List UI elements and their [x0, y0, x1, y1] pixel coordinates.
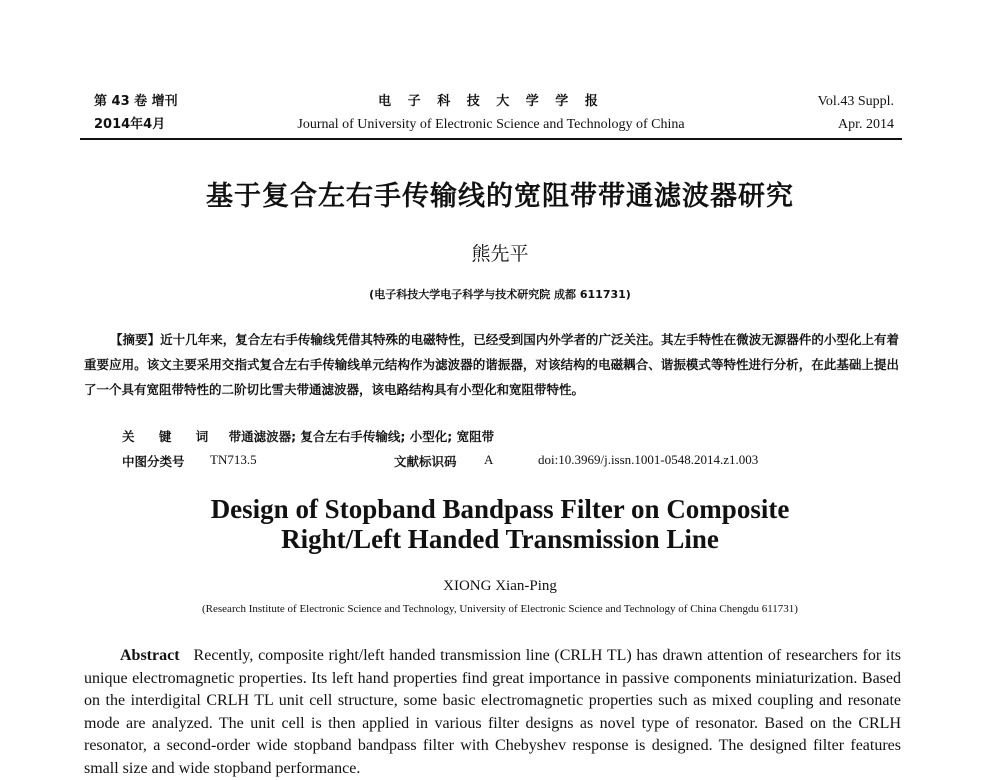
author-en: XIONG Xian-Ping: [443, 578, 557, 594]
doi[interactable]: doi:10.3969/j.issn.1001-0548.2014.z1.003: [538, 452, 759, 467]
date-en: Apr. 2014: [838, 117, 894, 132]
abstract-en: [84, 645, 901, 780]
paper-title-cn: 基于复合左右手传输线的宽阻带带通滤波器研究: [206, 181, 794, 212]
journal-header: [80, 92, 902, 136]
affiliation-en: (Research Institute of Electronic Science and Technology, University of Electronic Science and Technology of China Chengdu 611731): [202, 603, 798, 615]
keywords-label-cn: 关 键 词: [122, 429, 219, 444]
author-cn: 熊先平: [471, 243, 529, 265]
header-rule: [80, 138, 902, 140]
keywords-text-cn: 带通滤波器; 复合左右手传输线; 小型化; 宽阻带: [228, 429, 495, 444]
doc-code-value: A: [484, 452, 494, 467]
volume-en: Vol.43 Suppl.: [817, 94, 894, 109]
abstract-label-cn: 【摘要】: [110, 332, 161, 347]
paper-title-en-line2: Right/Left Handed Transmission Line: [281, 524, 719, 554]
doc-code-label: 文献标识码: [394, 454, 457, 469]
clc-label: 中图分类号: [122, 454, 185, 469]
affiliation-cn: (电子科技大学电子科学与技术研究院 成都 611731): [369, 288, 631, 301]
keywords-cn: [122, 427, 494, 445]
journal-name-cn: 电 子 科 技 大 学 学 报: [378, 94, 604, 109]
abstract-cn: [84, 327, 899, 402]
date-cn: 2014年4月: [94, 117, 166, 132]
abstract-label-en: Abstract: [120, 647, 180, 664]
abstract-text-en: Recently, composite right/left handed transmission line (CRLH TL) has drawn attention of researchers for its unique electromagnetic properties. Its left hand properties find great importance in passive components miniaturization. Based on the interdigital CRLH TL unit cell structure, some basic electromagnetic properties such as mixed coupling and resonate mode are analyzed. The unit cell is then applied in various filter designs as novel type of resonator. Based on the CRLH resonator, a second-order wide stopband bandpass filter with Chebyshev response is designed. The designed filter features small size and wide stopband performance.: [84, 647, 901, 777]
abstract-text-cn: 近十几年来，复合左右手传输线凭借其特殊的电磁特性，已经受到国内外学者的广泛关注。其左手特性在微波无源器件的小型化上有着重要应用。该文主要采用交指式复合左右手传输线单元结构作为滤波器的谐振器，对该结构的电磁耦合、谐振模式等特性进行分析，在此基础上提出了一个具有宽阻带特性的二阶切比雪夫带通滤波器，该电路结构具有小型化和宽阻带特性。: [84, 332, 899, 397]
clc-value: TN713.5: [210, 452, 257, 467]
volume-cn: 第 43 卷 增刊: [94, 94, 178, 109]
paper-title-en: [0, 494, 1000, 554]
journal-name-en: Journal of University of Electronic Science and Technology of China: [297, 117, 685, 132]
paper-title-en-line1: Design of Stopband Bandpass Filter on Composite: [210, 494, 790, 524]
